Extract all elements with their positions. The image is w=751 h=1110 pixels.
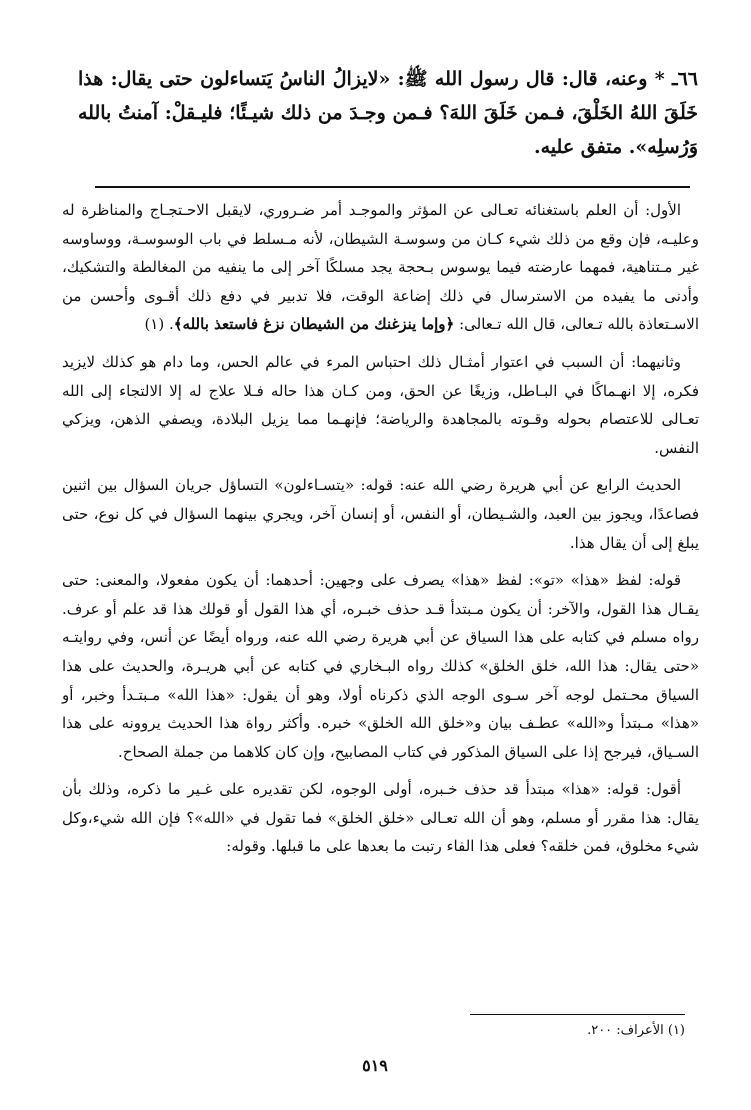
- paragraph-1-text: الأول: أن العلم باستغنائه تعـالى عن المؤثر والموجـد أمر ضـروري، لايقبل الاحـتجـاج والمناظرة له وعليـه، فإن وقع من ذلك شيء كـان من وسوسـة الشيطان، لأنه مـسلط في باب الوسوسـة، ووساوسه غير مـتناهية، فمهما عارضته فيما يوسوس بـحجة يجد مسلكًا آخر إلى ما ينفيه من المغالطة والتشكيك، وأدنى ما يفيده من الاسترسال في ذلك إضاعة الوقت، فلا تدبير في دفع ذلك أقـوى وأحسن من الاسـتعاذة بالله تـعالى، قال الله تـعالى:: [62, 201, 699, 334]
- page-number: ٥١٩: [362, 1056, 388, 1075]
- commentary-paragraph-2: وثانيهما: أن السبب في اعتوار أمثـال ذلك احتباس المرء في عالم الحس، وما دام هو كذلك لايزيد فكره، إلا انهـماكًا في البـاطل، وزيغًا عن الحق، ومن كـان هذا حاله فـلا علاج له إلا الالتجاء إلى الله تعـالى للاعتصام بحوله وقـوته بالمجاهدة والرياضة؛ فإنهـما مما يزيل البلادة، ويصفي الذهن، ويزكي النفس.: [62, 352, 699, 457]
- commentary-paragraph-3: الحديث الرابع عن أبي هريرة رضي الله عنه: قوله: «يتسـاءلون» التساؤل جريان السؤال بين اثنين فصاعدًا، ويجوز بين العبد، والشـيطان، أو النفس، أو إنسان آخر، ويجري بينهما السؤال في كل نوع، حتى يبلغ إلى أن يقال هذا.: [62, 476, 699, 552]
- footnote: (١) الأعراف: ٢٠٠.: [587, 1023, 685, 1038]
- footnote-divider: [470, 1014, 685, 1015]
- section-divider: [95, 186, 690, 188]
- hadith-text: ٦٦ـ * وعنه، قال: قال رسول الله ﷺ: «لايزالُ الناسُ يَتساءلون حتى يقال: هذا خَلَقَ اللهُ الخَلْقَ، فـمن خَلَقَ اللهَ؟ فـمن وجـدَ من ذلك شيـئًا؛ فليـقلْ: آمنتُ بالله وَرُسلِه». متفق عليه.: [78, 68, 698, 158]
- footnote-reference: . (١): [144, 315, 174, 334]
- commentary-paragraph-1: [62, 196, 699, 339]
- commentary-body: [62, 196, 699, 870]
- quran-quote: ﴿وإما ينزغنك من الشيطان نزغ فاستعذ بالله﴾: [173, 315, 455, 334]
- commentary-paragraph-5: أقول: قوله: «هذا» مبتدأ قد حذف خـبره، أولى الوجوه، لكن تقديره على غـير ما ذكره، وذلك بأن يقال: هذا مقرر أو مسلم، وهو أن الله تعـالى «خلق الخلق» فما تقول في «الله»؟ فإن الله شيء،وكل شيء مخلوق، فمن خلقه؟ فعلى هذا الفاء رتبت ما بعدها على ما قبلها. وقوله:: [62, 780, 699, 856]
- commentary-paragraph-4: قوله: لفظ «هذا» «تو»: لفظ «هذا» يصرف على وجهين: أحدهما: أن يكون مفعولا، والمعنى: حتى يقـال هذا القول، والآخر: أن يكون مـبتدأ قـد حذف خبـره، أي هذا القول أو قولك هذا قد علم أو عرف. رواه مسلم في كتابه على هذا السياق عن أبي هريرة رضي الله عنه، ورواه أيضًا عن أنس، وفي روايتـه «حتى يقال: هذا الله، خلق الخلق» كذلك رواه البـخاري في كتابه عن أبي هريـرة، والحديث على هذا السياق محـتمل لوجه آخر سـوى الوجه الذي ذكرناه أولا، وهو أن يقول: «هذا الله» مـبتـدأ وخبر، أو «هذا» مـبتدأ و«الله» عطـف بيان و«خلق الله الخلق» خبره. وأكثر رواة هذا الحديث يروونه على هذا السـياق، فيرجح إذا على السياق المذكور في كتاب المصابيح، وإن كان كلاهما من جملة الصحاح.: [62, 571, 699, 761]
